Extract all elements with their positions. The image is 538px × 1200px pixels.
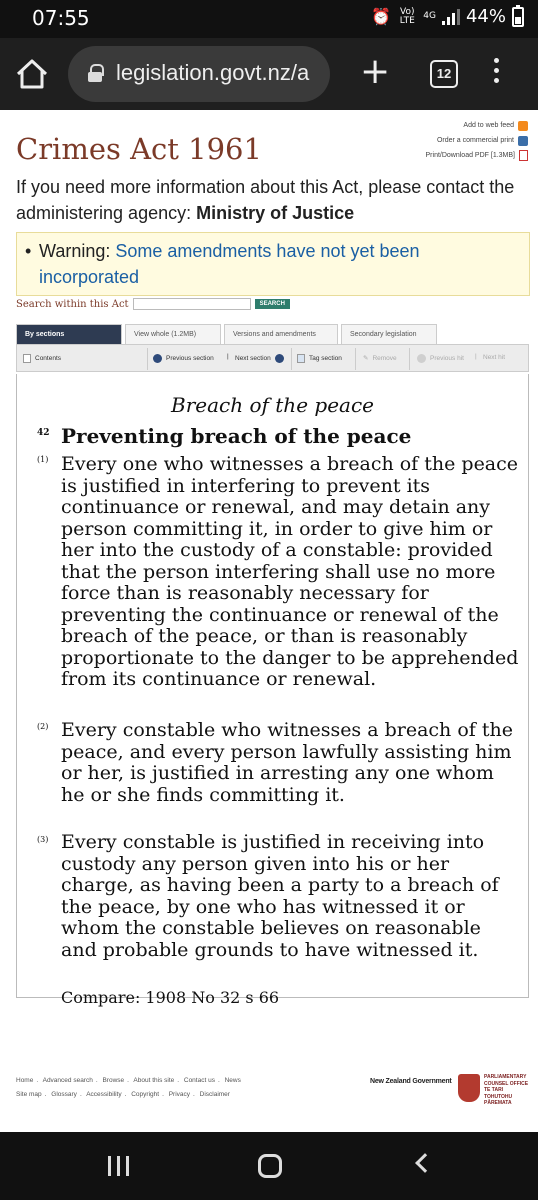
compare-note: Compare: 1908 No 32 s 66 <box>61 988 280 1007</box>
next-section-button[interactable]: Next section <box>235 354 284 363</box>
system-nav-bar <box>0 1132 538 1200</box>
print-link[interactable]: Order a commercial print <box>426 133 528 148</box>
back-icon[interactable] <box>415 1153 435 1173</box>
amendments-link[interactable]: Some amendments have not yet been incorporated <box>39 241 420 287</box>
contents-icon <box>23 354 31 363</box>
section-title: Preventing breach of the peace <box>61 424 412 448</box>
pco-logo[interactable]: PARLIAMENTARY COUNSEL OFFICE TE TARI TOHUTOHU PĀREMATA <box>458 1072 530 1108</box>
footer-link[interactable]: Copyright <box>131 1091 160 1098</box>
footer-link[interactable]: Disclaimer <box>199 1091 230 1098</box>
address-bar[interactable] <box>68 46 330 102</box>
search-label: Search within this Act <box>16 298 129 310</box>
status-time: 07:55 <box>32 6 90 30</box>
next-hit-button[interactable]: Next hit <box>483 354 506 361</box>
subsection-text: Every constable who witnesses a breach of the peace, and every person lawfully assisting him or her, is justified in arresting any one whom he or she finds committing it. <box>61 719 513 806</box>
view-tabs <box>16 324 437 344</box>
home-button-icon[interactable] <box>258 1154 282 1178</box>
arrow-left-icon <box>153 354 162 363</box>
network-type: 4G <box>423 11 436 21</box>
rss-icon <box>518 121 528 131</box>
lock-icon <box>88 64 102 82</box>
arrow-left-icon <box>417 354 426 363</box>
previous-hit-button[interactable]: Previous hit <box>417 354 464 363</box>
crest-icon <box>458 1074 480 1102</box>
section-number: 42 <box>37 428 50 438</box>
print-icon <box>518 136 528 146</box>
bullet-icon: • <box>25 241 32 261</box>
remove-icon: ✎ <box>363 355 369 362</box>
volte-indicator: Vo) LTE <box>399 6 415 26</box>
footer-link[interactable]: News <box>224 1077 241 1084</box>
tab-view-whole[interactable]: View whole (1.2MB) <box>125 324 221 344</box>
tab-count-button[interactable]: 12 <box>430 60 458 88</box>
tab-versions[interactable]: Versions and amendments <box>224 324 338 344</box>
footer-row: Site map . Glossary . Accessibility . Copyright . Privacy . Disclaimer <box>16 1091 230 1098</box>
pdf-icon <box>519 150 528 161</box>
agency-name: Ministry of Justice <box>196 203 355 223</box>
subsection-number: (2) <box>37 722 49 731</box>
tag-section-button[interactable]: Tag section <box>297 354 342 363</box>
search-button[interactable]: SEARCH <box>255 299 290 309</box>
battery-icon <box>512 7 524 27</box>
status-icons <box>371 6 524 27</box>
footer-link[interactable]: Browse <box>102 1077 125 1084</box>
footer-link[interactable]: Contact us <box>183 1077 215 1084</box>
overflow-menu-icon[interactable] <box>494 58 500 88</box>
warning-box <box>16 232 530 296</box>
footer-row: Home . Advanced search . Browse . About this site . Contact us . News <box>16 1077 241 1084</box>
footer-link[interactable]: About this site <box>133 1077 175 1084</box>
act-search <box>16 298 290 310</box>
nz-government-logo[interactable]: New Zealand Government <box>370 1078 452 1085</box>
subsection-number: (3) <box>37 835 49 844</box>
contents-button[interactable]: Contents <box>23 354 61 363</box>
tab-secondary-legislation[interactable]: Secondary legislation <box>341 324 437 344</box>
tab-by-sections[interactable]: By sections <box>16 324 122 344</box>
remove-button[interactable]: ✎ Remove <box>363 354 397 362</box>
tag-icon <box>297 354 305 363</box>
signal-icon <box>442 9 460 25</box>
previous-section-button[interactable]: Previous section <box>153 354 214 363</box>
subsection-text: Every one who witnesses a breach of the peace is justified in interfering to prevent its continuance or renewal, and may detain any person committing it, in order to give him or her into the custody of a constable: provided that the person interfering shall use no more force than is reasonably necessary for preventing the continuance or renewal of the breach of the peace, or than is reasonably proportionate to the danger to be apprehended from its continuance or renewal. <box>61 453 519 690</box>
url-text[interactable]: legislation.govt.nz/a <box>116 60 310 85</box>
status-bar <box>0 0 538 38</box>
arrow-right-icon <box>275 354 284 363</box>
footer-links <box>16 1074 241 1102</box>
alarm-icon: ⏰ <box>371 8 392 26</box>
battery-level: 44% <box>465 6 506 27</box>
warning-label: Warning: <box>39 241 116 261</box>
home-icon[interactable] <box>14 56 50 92</box>
page-title: Crimes Act 1961 <box>16 132 262 166</box>
footer-link[interactable]: Glossary <box>51 1091 77 1098</box>
new-tab-icon[interactable]: + <box>360 51 391 92</box>
footer-link[interactable]: Site map <box>16 1091 42 1098</box>
agency-info: If you need more information about this Act, please contact the administering agency: Ministry of Justice <box>16 177 515 223</box>
section-content <box>16 374 529 1007</box>
pdf-link[interactable]: Print/Download PDF [1.3MB] <box>426 148 528 163</box>
recent-apps-icon[interactable] <box>108 1156 129 1176</box>
rss-link[interactable]: Add to web feed <box>426 118 528 133</box>
cross-heading: Breach of the peace <box>171 393 374 417</box>
page-actions <box>426 118 528 163</box>
web-page <box>0 110 538 1132</box>
browser-toolbar <box>0 38 538 110</box>
footer-link[interactable]: Privacy <box>168 1091 190 1098</box>
footer-link[interactable]: Accessibility <box>86 1091 122 1098</box>
footer-link[interactable]: Advanced search <box>42 1077 93 1084</box>
subsection-number: (1) <box>37 455 49 464</box>
footer-link[interactable]: Home <box>16 1077 34 1084</box>
subsection-text: Every constable is justified in receiving into custody any person given into his or her charge, as having been a party to a breach of the peace, by one who has witnessed it or whom the constable believes on reasonable and probable grounds to have witnessed it. <box>61 831 499 961</box>
search-input[interactable] <box>133 298 251 310</box>
section-toolbar: Contents Previous section | Next section Tag section ✎ Remove Previous hit | Next hit <box>16 344 529 372</box>
